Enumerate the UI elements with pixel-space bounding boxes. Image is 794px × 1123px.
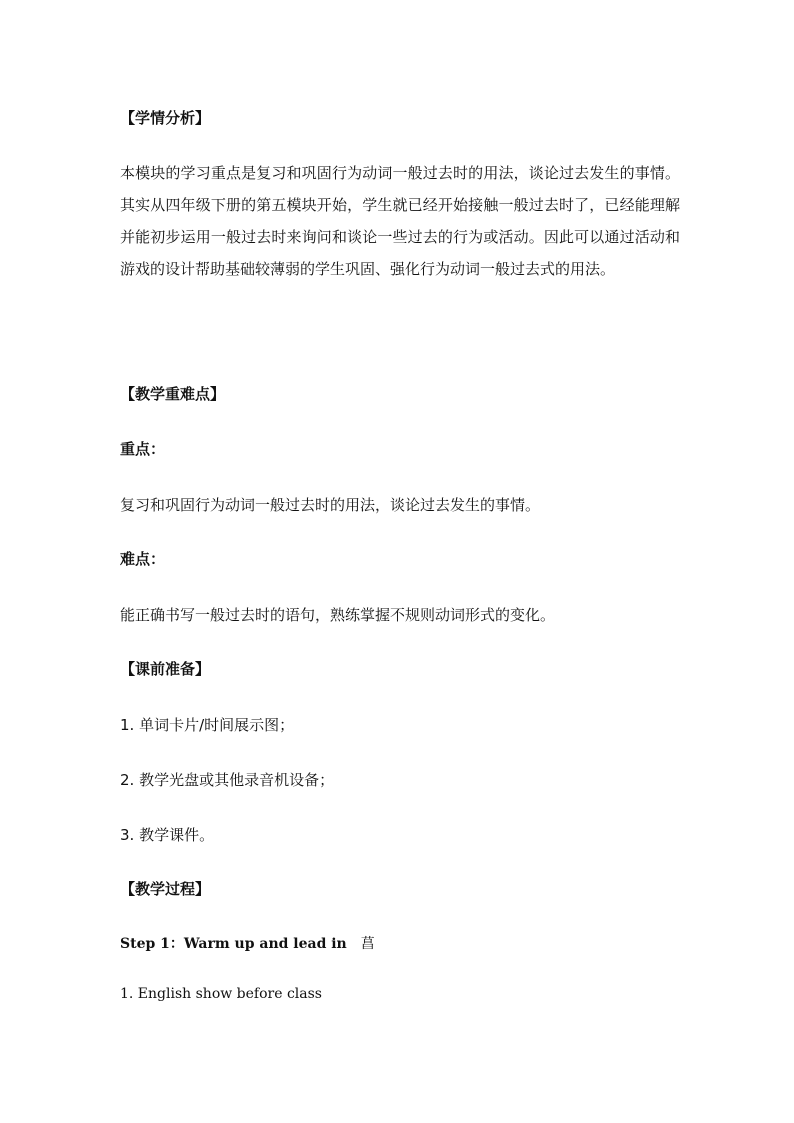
difficulty-label: 难点： <box>120 550 166 568</box>
prep-heading: 【课前准备】 <box>120 660 211 678</box>
analysis-heading: 【学情分析】 <box>120 109 211 127</box>
process-heading: 【教学过程】 <box>120 880 211 898</box>
difficulty-text: 能正确书写一般过去时的语句，熟练掌握不规则动词形式的变化。 <box>120 606 556 624</box>
step1-title <box>120 933 680 955</box>
step1-tail-glyph: 菖 <box>360 936 375 952</box>
step1-item: 1. English show before class <box>120 986 322 1002</box>
prep-item: 2. 教学光盘或其他录音机设备； <box>120 771 335 789</box>
key-point-label: 重点： <box>120 440 166 458</box>
focus-heading: 【教学重难点】 <box>120 385 226 403</box>
step1-title-text: Step 1：Warm up and lead in <box>120 936 347 952</box>
key-point-text: 复习和巩固行为动词一般过去时的用法，谈论过去发生的事情。 <box>120 496 541 514</box>
prep-item: 1. 单词卡片/时间展示图； <box>120 716 295 734</box>
prep-item: 3. 教学课件。 <box>120 826 215 844</box>
analysis-paragraph: 本模块的学习重点是复习和巩固行为动词一般过去时的用法，谈论过去发生的事情。其实从四年级下册的第五模块开始，学生就已经开始接触一般过去时了，已经能理解并能初步运用一般过去时来询问和谈论一些过去的行为或活动。因此可以通过活动和游戏的设计帮助基础较薄弱的学生巩固、强化行为动词一般过去式的用法。 <box>120 164 680 278</box>
